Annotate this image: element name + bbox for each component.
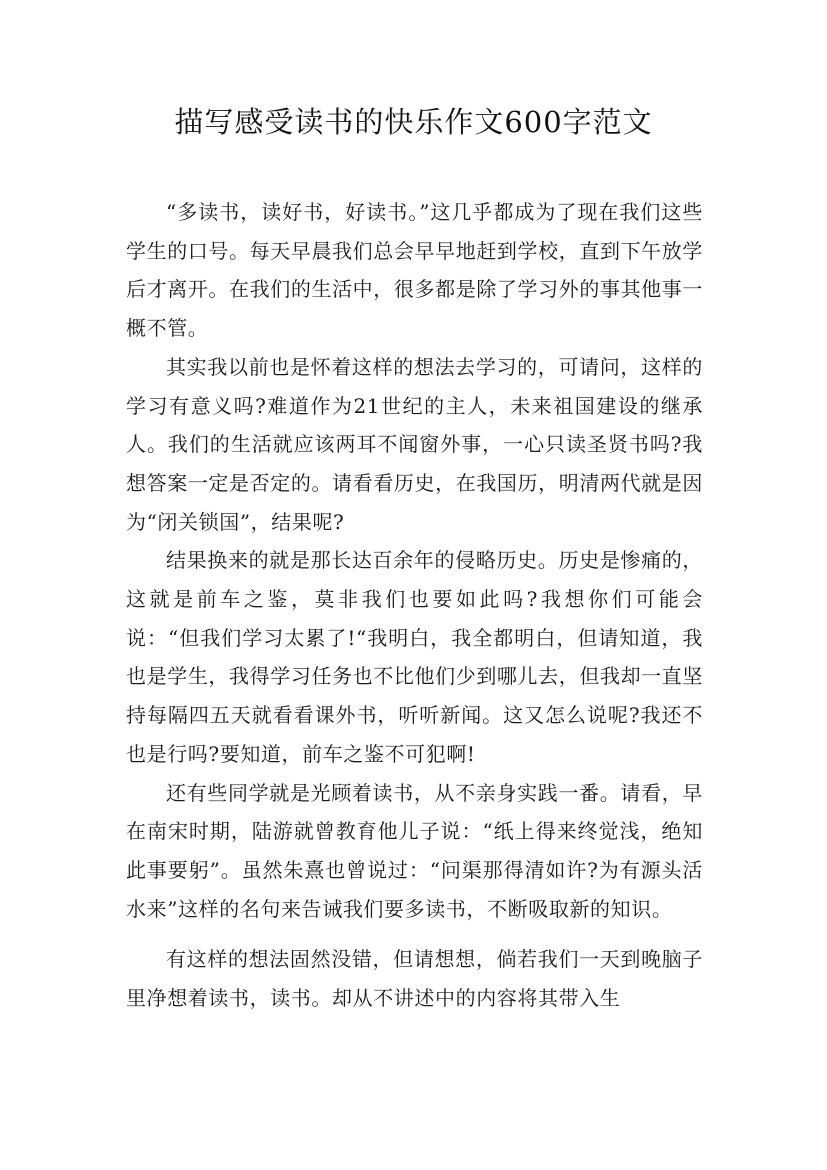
paragraph-2: 其实我以前也是怀着这样的想法去学习的，可请问，这样的学习有意义吗?难道作为21世纪的主人，未来祖国建设的继承人。我们的生活就应该两耳不闻窗外事，一心只读圣贤书吗?我想答案一定是否定的。请看看历史，在我国历，明清两代就是因为“闭关锁国”，结果呢? — [126, 354, 703, 534]
paragraph-1: “多读书，读好书，好读书。”这几乎都成为了现在我们这些学生的口号。每天早晨我们总会早早地赶到学校，直到下午放学后才离开。在我们的生活中，很多都是除了学习外的事其他事一概不管。 — [126, 200, 703, 341]
paragraph-5: 有这样的想法固然没错，但请想想，倘若我们一天到晚脑子里净想着读书，读书。却从不讲述中的内容将其带入生 — [126, 947, 703, 1011]
paragraph-4: 还有些同学就是光顾着读书，从不亲身实践一番。请看，早在南宋时期，陆游就曾教育他儿子说：“纸上得来终觉浅，绝知此事要躬”。虽然朱熹也曾说过：“问渠那得清如许?为有源头活水来”这样的名句来告诫我们要多读书，不断吸取新的知识。 — [126, 780, 703, 921]
paragraph-3: 结果换来的就是那长达百余年的侵略历史。历史是惨痛的，这就是前车之鉴，莫非我们也要如此吗?我想你们可能会说：“但我们学习太累了!“我明白，我全都明白，但请知道，我也是学生，我得学习任务也不比他们少到哪儿去，但我却一直坚持每隔四五天就看看课外书，听听新闻。这又怎么说呢?我还不也是行吗?要知道，前车之鉴不可犯啊! — [126, 548, 703, 766]
document-body — [126, 193, 703, 1018]
document-title: 描写感受读书的快乐作文600字范文 — [174, 105, 653, 139]
